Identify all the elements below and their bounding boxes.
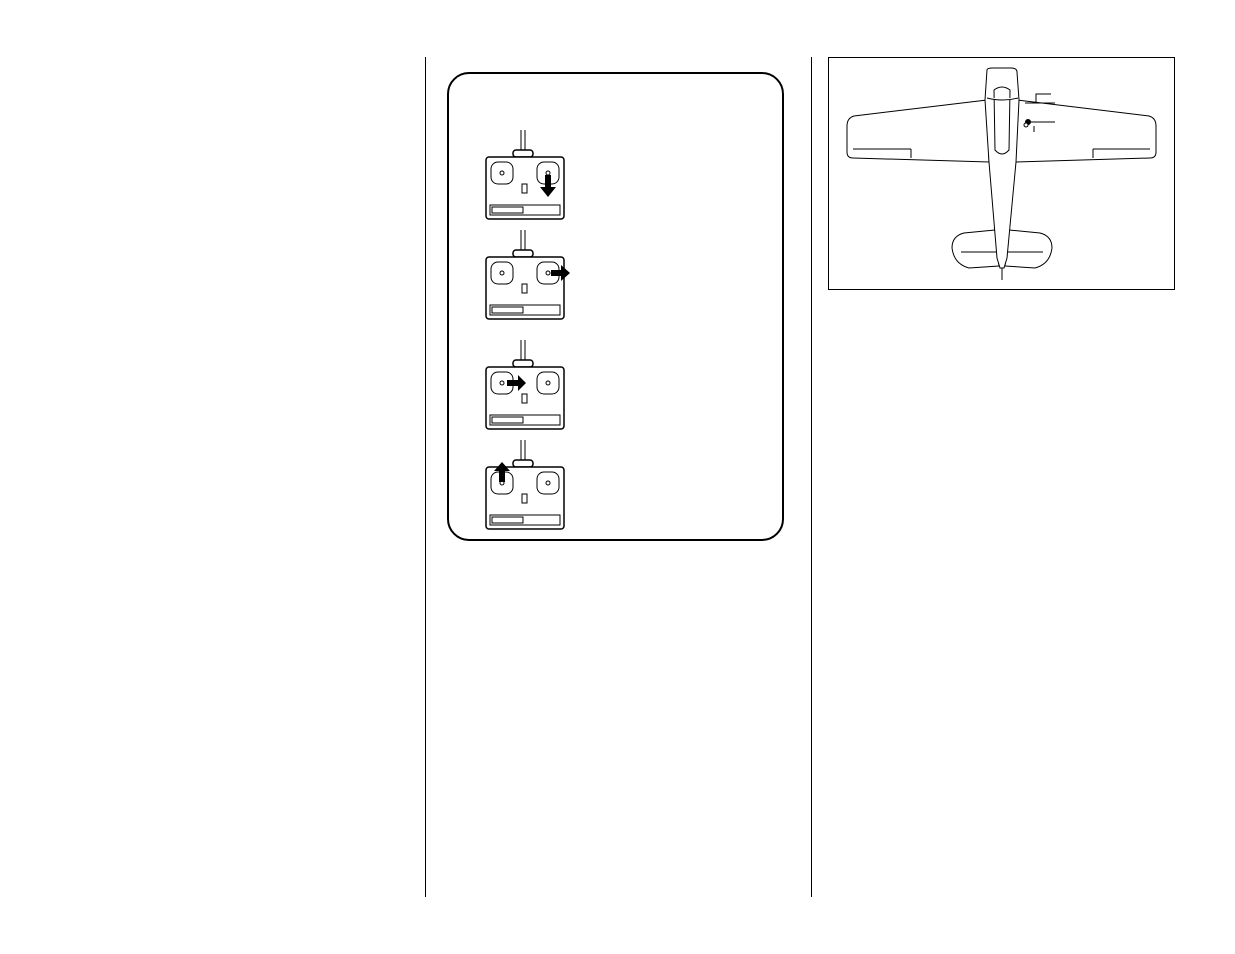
airplane-top-view-icon bbox=[829, 58, 1174, 289]
transmitter-right-stick-down bbox=[485, 130, 565, 220]
transmitter-icon bbox=[485, 340, 565, 430]
transmitter-control-panel bbox=[447, 72, 784, 541]
transmitter-left-stick-right bbox=[485, 340, 565, 430]
transmitter-icon bbox=[485, 230, 565, 320]
airplane-top-view-figure bbox=[828, 57, 1175, 290]
column-divider-right bbox=[811, 57, 812, 897]
transmitter-right-stick-right bbox=[485, 230, 565, 320]
transmitter-icon bbox=[485, 130, 565, 220]
column-divider-left bbox=[425, 57, 426, 897]
transmitter-icon bbox=[485, 440, 565, 530]
transmitter-left-stick-up bbox=[485, 440, 565, 530]
